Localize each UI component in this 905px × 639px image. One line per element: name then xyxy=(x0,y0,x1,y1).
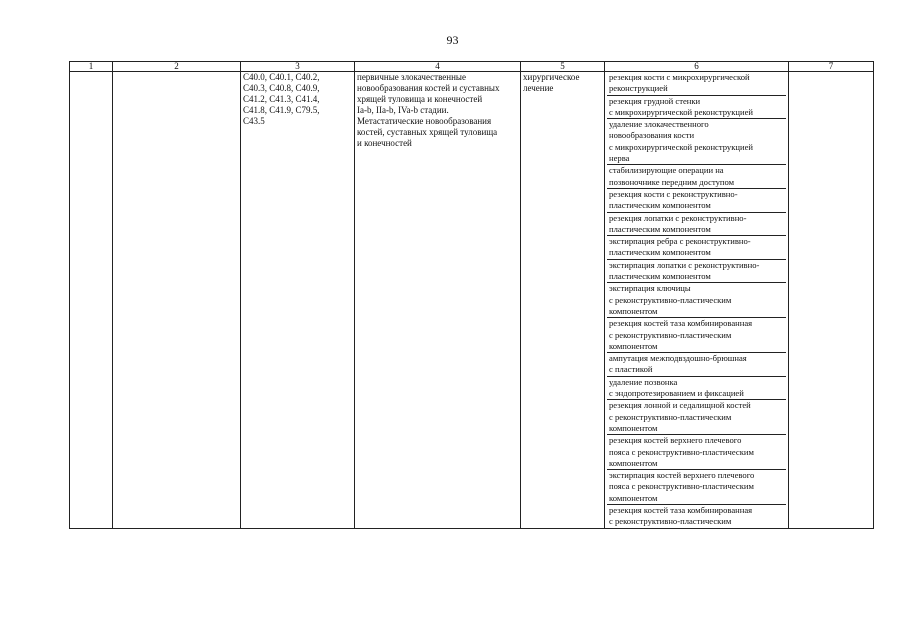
treatment-method: экстирпация ребра с реконструктивно- пластическим компонентом xyxy=(607,236,786,260)
column-header: 5 xyxy=(521,62,605,72)
icd-codes-cell: C40.0, C40.1, C40.2, C40.3, C40.8, C40.9, C41.2, C41.3, C41.4, C41.8, C41.9, C79.5, C43.5 xyxy=(241,72,355,529)
column-header: 1 xyxy=(70,62,113,72)
treatment-method: резекция грудной стенки с микрохирургической реконструкцией xyxy=(607,96,786,120)
column-header: 7 xyxy=(789,62,874,72)
treatment-methods-cell xyxy=(605,72,789,529)
column-header: 2 xyxy=(113,62,241,72)
medical-care-table xyxy=(69,61,874,529)
treatment-method: экстирпация лопатки с реконструктивно- пластическим компонентом xyxy=(607,260,786,284)
column-header: 6 xyxy=(605,62,789,72)
column-header: 4 xyxy=(355,62,521,72)
row-number-cell xyxy=(70,72,113,529)
treatment-method: удаление злокачественного новообразования кости с микрохирургической реконструкцией нерва xyxy=(607,119,786,165)
treatment-method: резекция лонной и седалищной костей с реконструктивно-пластическим компонентом xyxy=(607,400,786,435)
treatment-method: резекция лопатки с реконструктивно- пластическим компонентом xyxy=(607,213,786,237)
treatment-method: резекция костей таза комбинированная с реконструктивно-пластическим xyxy=(609,504,753,527)
column-header: 3 xyxy=(241,62,355,72)
treatment-method: стабилизирующие операции на позвоночнике передним доступом xyxy=(607,165,786,189)
treatment-method: ампутация межподвздошно-брюшная с пластикой xyxy=(607,353,786,377)
treatment-method: резекция костей таза комбинированная с реконструктивно-пластическим компонентом xyxy=(607,318,786,353)
column-number-row xyxy=(70,62,874,72)
diagnosis-cell: первичные злокачественные новообразования костей и суставных хрящей туловища и конечностей Ia-b, IIa-b, IVa-b стадии. Метастатические новообразования костей, суставных хрящей туловища и конечностей xyxy=(355,72,521,529)
treatment-method: резекция кости с микрохирургической реконструкцией xyxy=(607,72,786,96)
treatment-method: резекция костей верхнего плечевого пояса с реконструктивно-пластическим компонентом xyxy=(607,435,786,470)
treatment-method: экстирпация ключицы с реконструктивно-пластическим компонентом xyxy=(607,283,786,318)
notes-cell xyxy=(789,72,874,529)
page-number: 93 xyxy=(446,33,459,47)
table-row xyxy=(70,72,874,529)
profile-cell xyxy=(113,72,241,529)
treatment-method: экстирпация костей верхнего плечевого пояса с реконструктивно-пластическим компонентом xyxy=(607,470,786,505)
treatment-type-cell: хирургическое лечение xyxy=(521,72,605,529)
treatment-method: удаление позвонка с эндопротезированием и фиксацией xyxy=(607,377,786,401)
treatment-method: резекция кости с реконструктивно- пластическим компонентом xyxy=(607,189,786,213)
